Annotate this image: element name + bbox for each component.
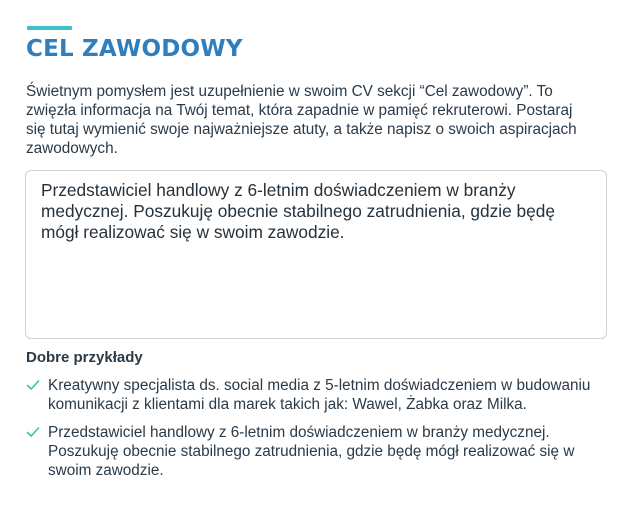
good-examples-list (26, 376, 606, 489)
check-icon (26, 425, 40, 439)
good-examples-heading: Dobre przykłady (26, 349, 143, 366)
section-title: CEL ZAWODOWY (26, 36, 243, 62)
check-icon (26, 378, 40, 392)
list-item (26, 423, 606, 480)
career-objective-value[interactable]: Przedstawiciel handlowy z 6-letnim doświadczeniem w branży medycznej. Poszukuję obecnie stabilnego zatrudnienia, gdzie będę mógł realizować się w swoim zawodzie. (41, 180, 555, 242)
career-objective-textarea[interactable] (25, 170, 607, 339)
section-description: Świetnym pomysłem jest uzupełnienie w swoim CV sekcji “Cel zawodowy”. To zwięzła informacja na Twój temat, która zapadnie w pamięć rekruterowi. Postaraj się tutaj wymienić swoje najważniejsze atuty, a także napisz o swoich aspiracjach zawodowych. (26, 83, 577, 157)
example-text: Przedstawiciel handlowy z 6-letnim doświadczeniem w branży medycznej. Poszukuję obecnie stabilnego zatrudnienia, gdzie będę mógł realizować się w swoim zawodzie. (48, 424, 575, 479)
example-text: Kreatywny specjalista ds. social media z 5-letnim doświadczeniem w budowaniu komunikacji z klientami dla marek takich jak: Wawel, Żabka oraz Milka. (48, 377, 591, 413)
title-accent-bar (27, 26, 72, 30)
list-item (26, 376, 606, 414)
